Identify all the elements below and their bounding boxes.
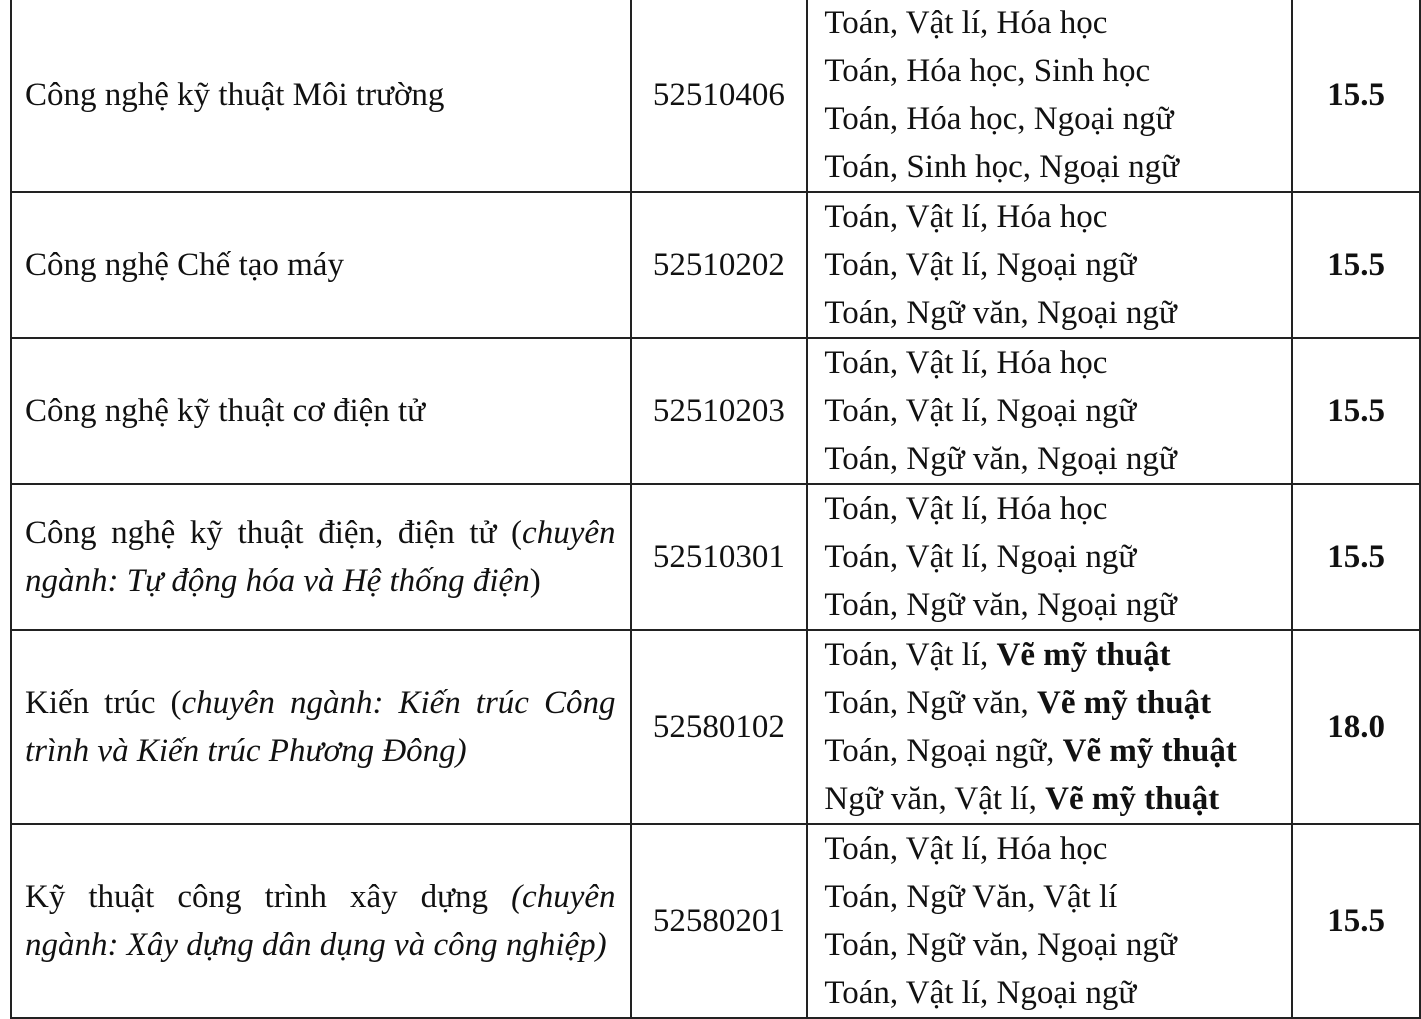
program-name-text: Công nghệ Chế tạo máy <box>25 247 344 283</box>
subject-text: Toán, Vật lí, Ngoại ngữ <box>824 975 1137 1011</box>
subject-combinations-cell <box>807 0 1292 192</box>
subject-combination <box>824 825 1291 873</box>
subject-text: Toán, Ngữ Văn, Vật lí <box>824 879 1118 915</box>
subject-combination <box>824 193 1291 241</box>
admission-score: 15.5 <box>1292 192 1420 338</box>
program-name <box>25 241 616 289</box>
program-name <box>25 873 616 969</box>
program-name <box>25 71 616 119</box>
subject-combination <box>824 921 1291 969</box>
subject-text: Toán, Vật lí, Ngoại ngữ <box>824 539 1137 575</box>
subject-combination <box>824 387 1291 435</box>
table-row <box>11 338 1420 484</box>
subject-combination <box>824 533 1291 581</box>
subject-combination <box>824 95 1291 143</box>
program-code: 52580201 <box>631 824 808 1018</box>
admission-score: 15.5 <box>1292 484 1420 630</box>
admission-score: 15.5 <box>1292 824 1420 1018</box>
program-name-text: Kỹ thuật công trình xây dựng <box>25 879 512 915</box>
subject-combination <box>824 775 1291 823</box>
subject-text: Toán, Vật lí, Hóa học <box>824 199 1108 235</box>
subject-text: Toán, Sinh học, Ngoại ngữ <box>824 149 1180 185</box>
table-row <box>11 824 1420 1018</box>
program-code: 52510203 <box>631 338 808 484</box>
subject-combination <box>824 873 1291 921</box>
program-name-text: Kiến trúc ( <box>25 685 182 721</box>
admission-score: 15.5 <box>1292 338 1420 484</box>
subject-combination <box>824 289 1291 337</box>
subject-text: Toán, Hóa học, Ngoại ngữ <box>824 101 1174 137</box>
subject-combination <box>824 969 1291 1017</box>
table-row <box>11 192 1420 338</box>
program-name-specialization: (chuyên ngành: Xây dựng dân dụng và công nghiệp) <box>25 879 616 963</box>
program-name <box>25 387 616 435</box>
subject-combination <box>824 241 1291 289</box>
table-row <box>11 484 1420 630</box>
subject-combinations-cell <box>807 192 1292 338</box>
program-name <box>25 509 616 605</box>
subject-emphasized: Vẽ mỹ thuật <box>996 637 1171 673</box>
program-name-specialization: chuyên ngành: Kiến trúc Công trình và Kiến trúc Phương Đông) <box>25 685 616 769</box>
subject-combination <box>824 47 1291 95</box>
subject-combination <box>824 143 1291 191</box>
subject-combination <box>824 727 1291 775</box>
subject-text: Toán, Ngữ văn, Ngoại ngữ <box>824 587 1177 623</box>
subject-text: Toán, Ngữ văn, <box>824 685 1037 721</box>
subject-combinations-cell <box>807 630 1292 824</box>
program-name-specialization: chuyên ngành: Tự động hóa và Hệ thống điện <box>25 515 616 599</box>
program-code: 52510202 <box>631 192 808 338</box>
subject-text: Ngữ văn, Vật lí, <box>824 781 1046 817</box>
subject-text: Toán, Hóa học, Sinh học <box>824 53 1151 89</box>
program-code: 52510301 <box>631 484 808 630</box>
subject-combination <box>824 679 1291 727</box>
program-name-cell <box>11 0 631 192</box>
table-row <box>11 0 1420 192</box>
program-name-cell <box>11 824 631 1018</box>
admission-score: 15.5 <box>1292 0 1420 192</box>
program-name-text: ) <box>529 563 541 599</box>
subject-text: Toán, Vật lí, <box>824 637 997 673</box>
program-name-cell <box>11 338 631 484</box>
subject-text: Toán, Ngữ văn, Ngoại ngữ <box>824 927 1177 963</box>
subject-text: Toán, Vật lí, Hóa học <box>824 345 1108 381</box>
table-body <box>11 0 1420 1018</box>
subject-text: Toán, Vật lí, Ngoại ngữ <box>824 393 1137 429</box>
subject-combination <box>824 435 1291 483</box>
subject-text: Toán, Vật lí, Hóa học <box>824 5 1108 41</box>
program-name-text: Công nghệ kỹ thuật Môi trường <box>25 77 445 113</box>
subject-text: Toán, Ngữ văn, Ngoại ngữ <box>824 441 1177 477</box>
subject-combination <box>824 0 1291 47</box>
subject-combinations-cell <box>807 484 1292 630</box>
admission-scores-table <box>10 0 1421 1019</box>
subject-text: Toán, Vật lí, Hóa học <box>824 491 1108 527</box>
program-name-cell <box>11 484 631 630</box>
subject-combinations-cell <box>807 824 1292 1018</box>
program-code: 52580102 <box>631 630 808 824</box>
subject-emphasized: Vẽ mỹ thuật <box>1036 685 1212 721</box>
program-name <box>25 679 616 775</box>
subject-emphasized: Vẽ mỹ thuật <box>1045 781 1220 817</box>
program-name-cell <box>11 630 631 824</box>
admission-score: 18.0 <box>1292 630 1420 824</box>
subject-combinations-cell <box>807 338 1292 484</box>
subject-text: Toán, Ngữ văn, Ngoại ngữ <box>824 295 1177 331</box>
program-name-text: Công nghệ kỹ thuật điện, điện tử ( <box>25 515 523 551</box>
table-row <box>11 630 1420 824</box>
subject-text: Toán, Vật lí, Hóa học <box>824 831 1108 867</box>
subject-combination <box>824 485 1291 533</box>
subject-emphasized: Vẽ mỹ thuật <box>1062 733 1237 769</box>
subject-combination <box>824 631 1291 679</box>
program-name-cell <box>11 192 631 338</box>
program-code: 52510406 <box>631 0 808 192</box>
program-name-text: Công nghệ kỹ thuật cơ điện tử <box>25 393 426 429</box>
subject-text: Toán, Ngoại ngữ, <box>824 733 1063 769</box>
subject-combination <box>824 339 1291 387</box>
subject-text: Toán, Vật lí, Ngoại ngữ <box>824 247 1137 283</box>
subject-combination <box>824 581 1291 629</box>
